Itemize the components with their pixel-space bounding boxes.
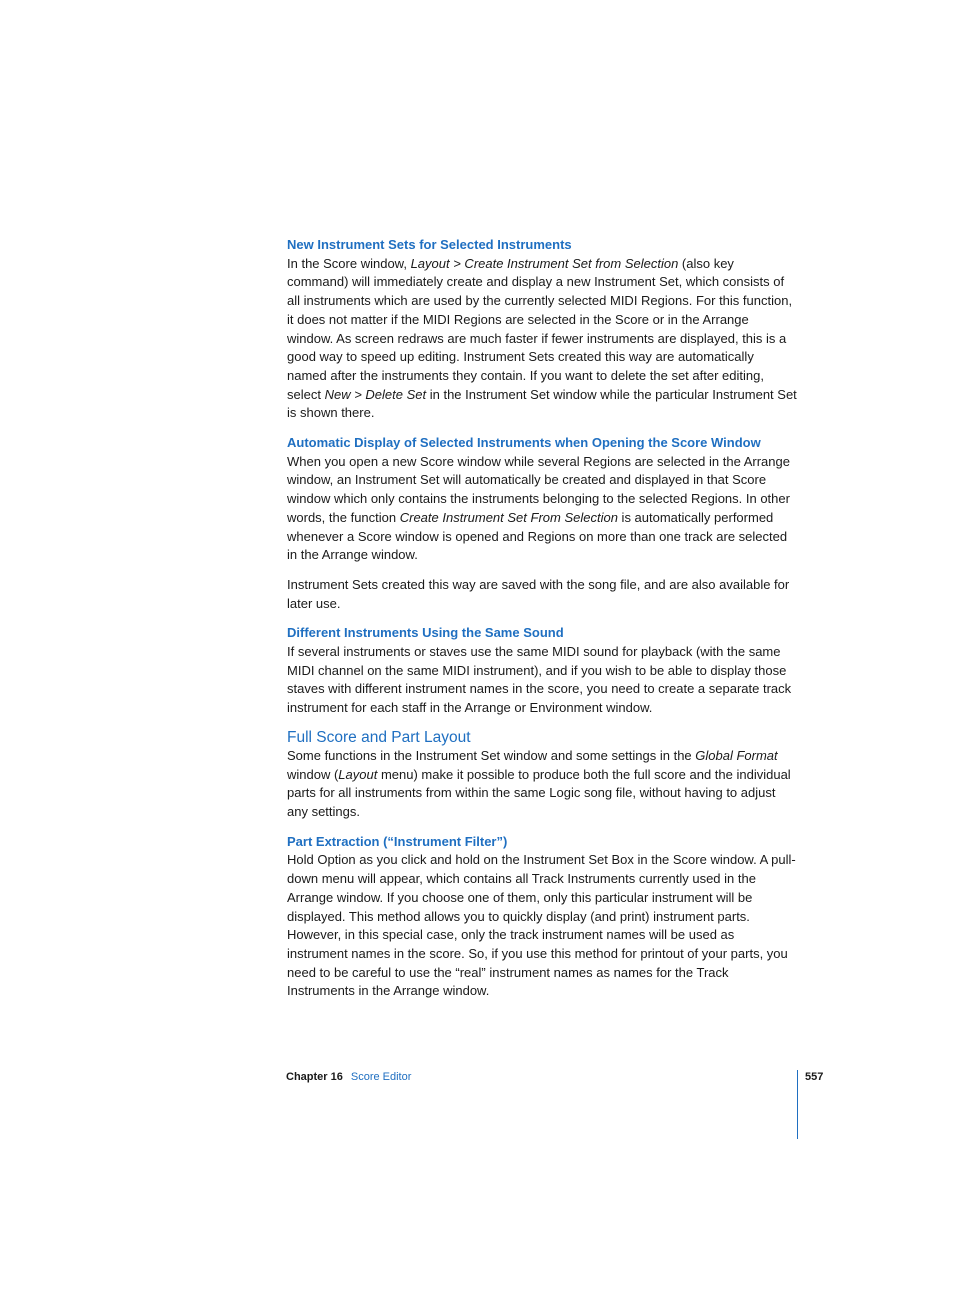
menu-path-italic: New > Delete Set bbox=[324, 386, 427, 402]
paragraph-full-score bbox=[287, 747, 797, 822]
paragraph-different-instruments: If several instruments or staves use the same MIDI sound for playback (with the same MIDI channel on the same MIDI instrument), and if you wish to be able to display those staves with different instrument names in the score, you need to create a separate track instrument for each staff in the Arrange or Environment window. bbox=[287, 644, 792, 716]
text-run: In the Score window, bbox=[287, 255, 411, 271]
footer-divider bbox=[797, 1070, 798, 1139]
function-name-italic: Create Instrument Set From Selection bbox=[399, 509, 618, 525]
menu-name-italic: Layout bbox=[338, 766, 378, 782]
paragraph-instrument-sets-saved: Instrument Sets created this way are saved with the song file, and are also available for later use. bbox=[287, 576, 790, 611]
text-run: menu) make it possible to produce both the full score and the individual parts for all instruments from within the same Logic song file, without having to adjust any settings. bbox=[287, 766, 791, 819]
text-run: (also key command) will immediately create and display a new Instrument Set, which consists of all instruments which are used by the currently selected MIDI Regions. For this function, it does not matter if the MIDI Regions are selected in the Score or in the Arrange window. As screen redraws are much faster if fewer instruments are displayed, this is a good way to speed up editing. Instrument Sets created this way are automatically named after the instruments they contain. If you want to delete the set after editing, select bbox=[287, 255, 793, 402]
footer-chapter bbox=[286, 1070, 411, 1085]
text-run: in the Instrument Set window while the particular Instrument Set is shown there. bbox=[287, 386, 797, 421]
chapter-label: Chapter 16 bbox=[286, 1071, 343, 1083]
section-heading-different-instruments: Different Instruments Using the Same Sound bbox=[287, 625, 564, 641]
text-run: When you open a new Score window while several Regions are selected in the Arrange window, an Instrument Set will automatically be created and displayed in that Score window which only contains the instruments belonging to the selected Regions. In other words, the function bbox=[287, 453, 790, 525]
section-heading-part-extraction: Part Extraction (“Instrument Filter”) bbox=[287, 833, 508, 849]
chapter-title-link[interactable]: Score Editor bbox=[350, 1071, 412, 1083]
section-heading-full-score: Full Score and Part Layout bbox=[287, 728, 471, 746]
text-run: window ( bbox=[287, 766, 339, 782]
section-heading-new-instrument-sets: New Instrument Sets for Selected Instruments bbox=[287, 237, 572, 252]
paragraph-new-instrument-sets bbox=[287, 255, 797, 423]
page-number: 557 bbox=[805, 1071, 824, 1083]
menu-path-italic: Layout > Create Instrument Set from Selection bbox=[410, 255, 679, 271]
text-run: Some functions in the Instrument Set window and some settings in the bbox=[287, 747, 696, 763]
page-content bbox=[287, 236, 797, 1001]
paragraph-automatic-display bbox=[287, 453, 797, 565]
paragraph-part-extraction: Hold Option as you click and hold on the Instrument Set Box in the Score window. A pull-down menu will appear, which contains all Track Instruments currently used in the Arrange window. If you choose one of them, only this particular instrument will be displayed. This method allows you to quickly display (and print) instrument parts. However, in this special case, only the track instrument names will be used as instrument names in the score. So, if you use this method for printout of your parts, you need to be careful to use the “real” instrument names as names for the Track Instruments in the Arrange window. bbox=[287, 852, 796, 999]
section-heading-automatic-display: Automatic Display of Selected Instruments when Opening the Score Window bbox=[287, 435, 761, 451]
text-run: is automatically performed whenever a Score window is opened and Regions on more than one track are selected in the Arrange window. bbox=[287, 509, 788, 563]
window-name-italic: Global Format bbox=[695, 747, 778, 763]
